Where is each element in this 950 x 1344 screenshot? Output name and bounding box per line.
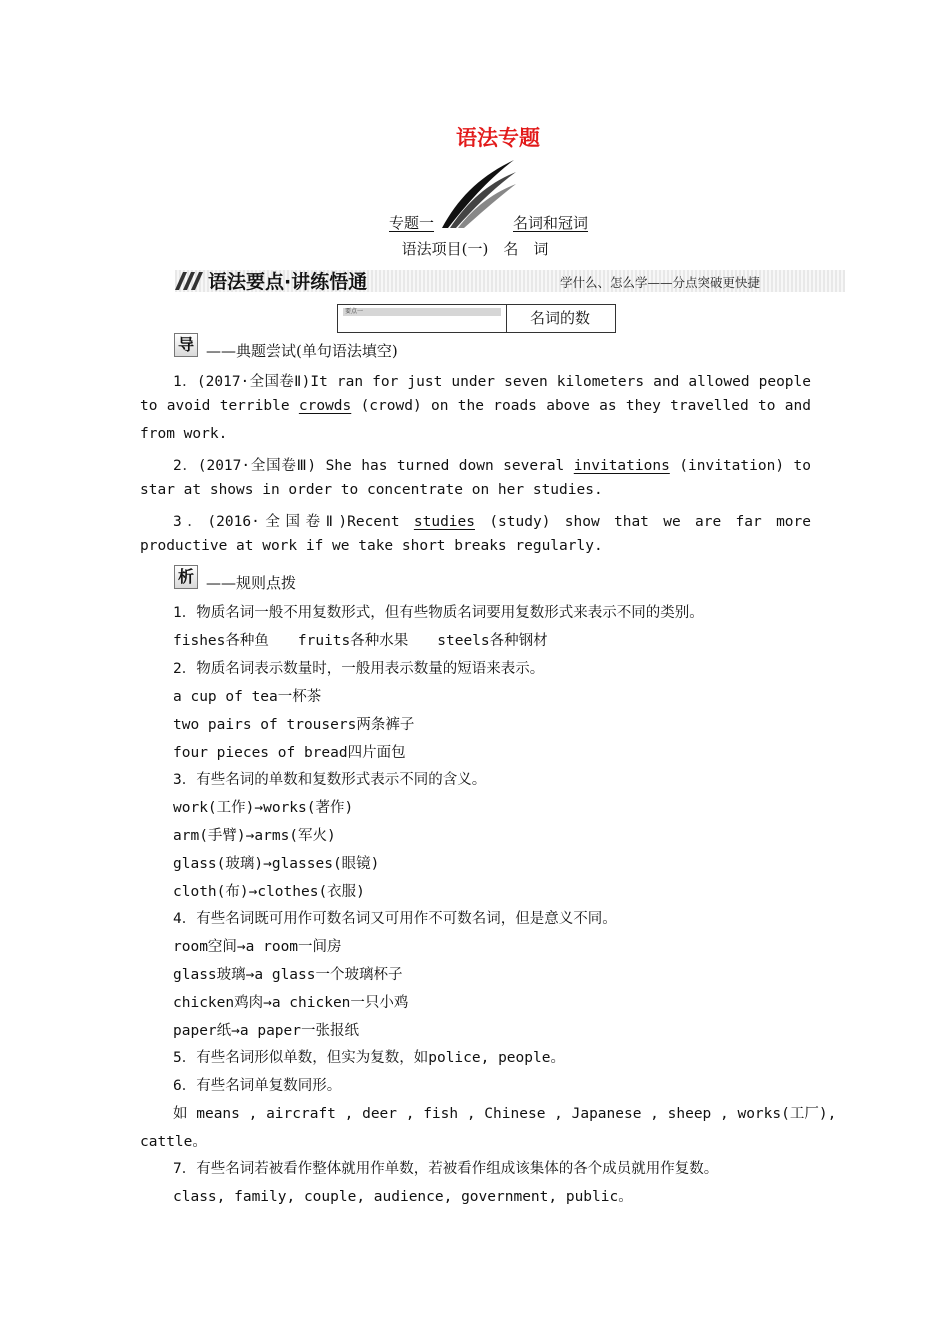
rule-3-example-4: cloth(布)→clothes(衣服)	[173, 884, 365, 900]
exercise-2-line-2: star at shows in order to concentrate on her studies.	[140, 482, 603, 498]
subtopic: 语法项目(一) 名 词	[401, 240, 549, 258]
dao-badge-icon: 导	[174, 333, 198, 357]
rule-3-heading: 3．有些名词的单数和复数形式表示不同的含义。	[173, 772, 487, 788]
xi-badge-icon: 析	[174, 565, 198, 589]
exercise-2-line-1: 2．(2017·全国卷Ⅲ) She has turned down several invitations (invitation) to	[173, 458, 811, 474]
rule-4-heading: 4．有些名词既可用作可数名词又可用作不可数名词，但是意义不同。	[173, 911, 617, 927]
rule-7-heading: 7．有些名词若被看作整体就用作单数，若被看作组成该集体的各个成员就用作复数。	[173, 1161, 719, 1177]
exercise-3-line-1: 3．(2016·全国卷Ⅱ)Recent studies (study) show that we are far more	[173, 514, 811, 530]
rule-2-example-1: a cup of tea一杯茶	[173, 689, 322, 705]
key-point-box	[337, 304, 616, 333]
rule-4-example-1: room空间→a room一间房	[173, 939, 342, 955]
dao-section-label: ——典题尝试(单句语法填空)	[206, 342, 398, 360]
topic-number: 专题一	[389, 214, 435, 232]
xi-section-label: ——规则点拨	[206, 574, 297, 592]
topic-name: 名词和冠词	[513, 214, 589, 232]
doc-title: 语法专题	[456, 126, 540, 150]
rule-1-heading: 1．物质名词一般不用复数形式，但有些物质名词要用复数形式来表示不同的类别。	[173, 605, 704, 621]
rule-3-example-1: work(工作)→works(著作)	[173, 800, 354, 816]
key-point-tag: 要点一	[343, 308, 501, 316]
rule-6-example-line-1: 如 means , aircraft , deer , fish , Chinese , Japanese , sheep , works(工厂),	[173, 1106, 837, 1122]
key-point-divider	[506, 305, 507, 332]
key-point-label: 名词的数	[530, 309, 591, 327]
rule-2-example-2: two pairs of trousers两条裤子	[173, 717, 415, 733]
rule-4-example-2: glass玻璃→a glass一个玻璃杯子	[173, 967, 403, 983]
rule-4-example-3: chicken鸡肉→a chicken一只小鸡	[173, 995, 409, 1011]
banner-stripes-icon	[175, 272, 205, 290]
rule-2-example-3: four pieces of bread四片面包	[173, 745, 406, 761]
rule-3-example-2: arm(手臂)→arms(军火)	[173, 828, 336, 844]
banner-title: 语法要点·讲练悟通	[208, 271, 368, 293]
rule-1-example: fishes各种鱼 fruits各种水果 steels各种钢材	[173, 633, 548, 649]
rule-6-example-line-2: cattle。	[140, 1134, 207, 1150]
banner-subtitle: 学什么、怎么学——分点突破更快捷	[560, 275, 761, 290]
rule-3-example-3: glass(玻璃)→glasses(眼镜)	[173, 856, 380, 872]
exercise-1-line-3: from work.	[140, 426, 228, 442]
rule-6-heading: 6．有些名词单复数同形。	[173, 1078, 342, 1094]
exercise-1-answer: crowds	[298, 398, 352, 414]
exercise-3-answer: studies	[413, 514, 475, 530]
rule-2-heading: 2．物质名词表示数量时，一般用表示数量的短语来表示。	[173, 661, 545, 677]
exercise-1-line-2: to avoid terrible crowds (crowd) on the roads above as they travelled to and	[140, 398, 811, 414]
rule-4-example-4: paper纸→a paper一张报纸	[173, 1023, 359, 1039]
exercise-2-answer: invitations	[573, 458, 670, 474]
rule-5-heading: 5．有些名词形似单数，但实为复数，如police, people。	[173, 1050, 565, 1066]
rule-7-example: class, family, couple, audience, government, public。	[173, 1189, 633, 1205]
exercise-1-line-1: 1．(2017·全国卷Ⅱ)It ran for just under seven kilometers and allowed people	[173, 374, 811, 390]
swoosh-icon	[440, 158, 518, 230]
section-banner	[175, 266, 845, 294]
exercise-3-line-2: productive at work if we take short breaks regularly.	[140, 538, 603, 554]
